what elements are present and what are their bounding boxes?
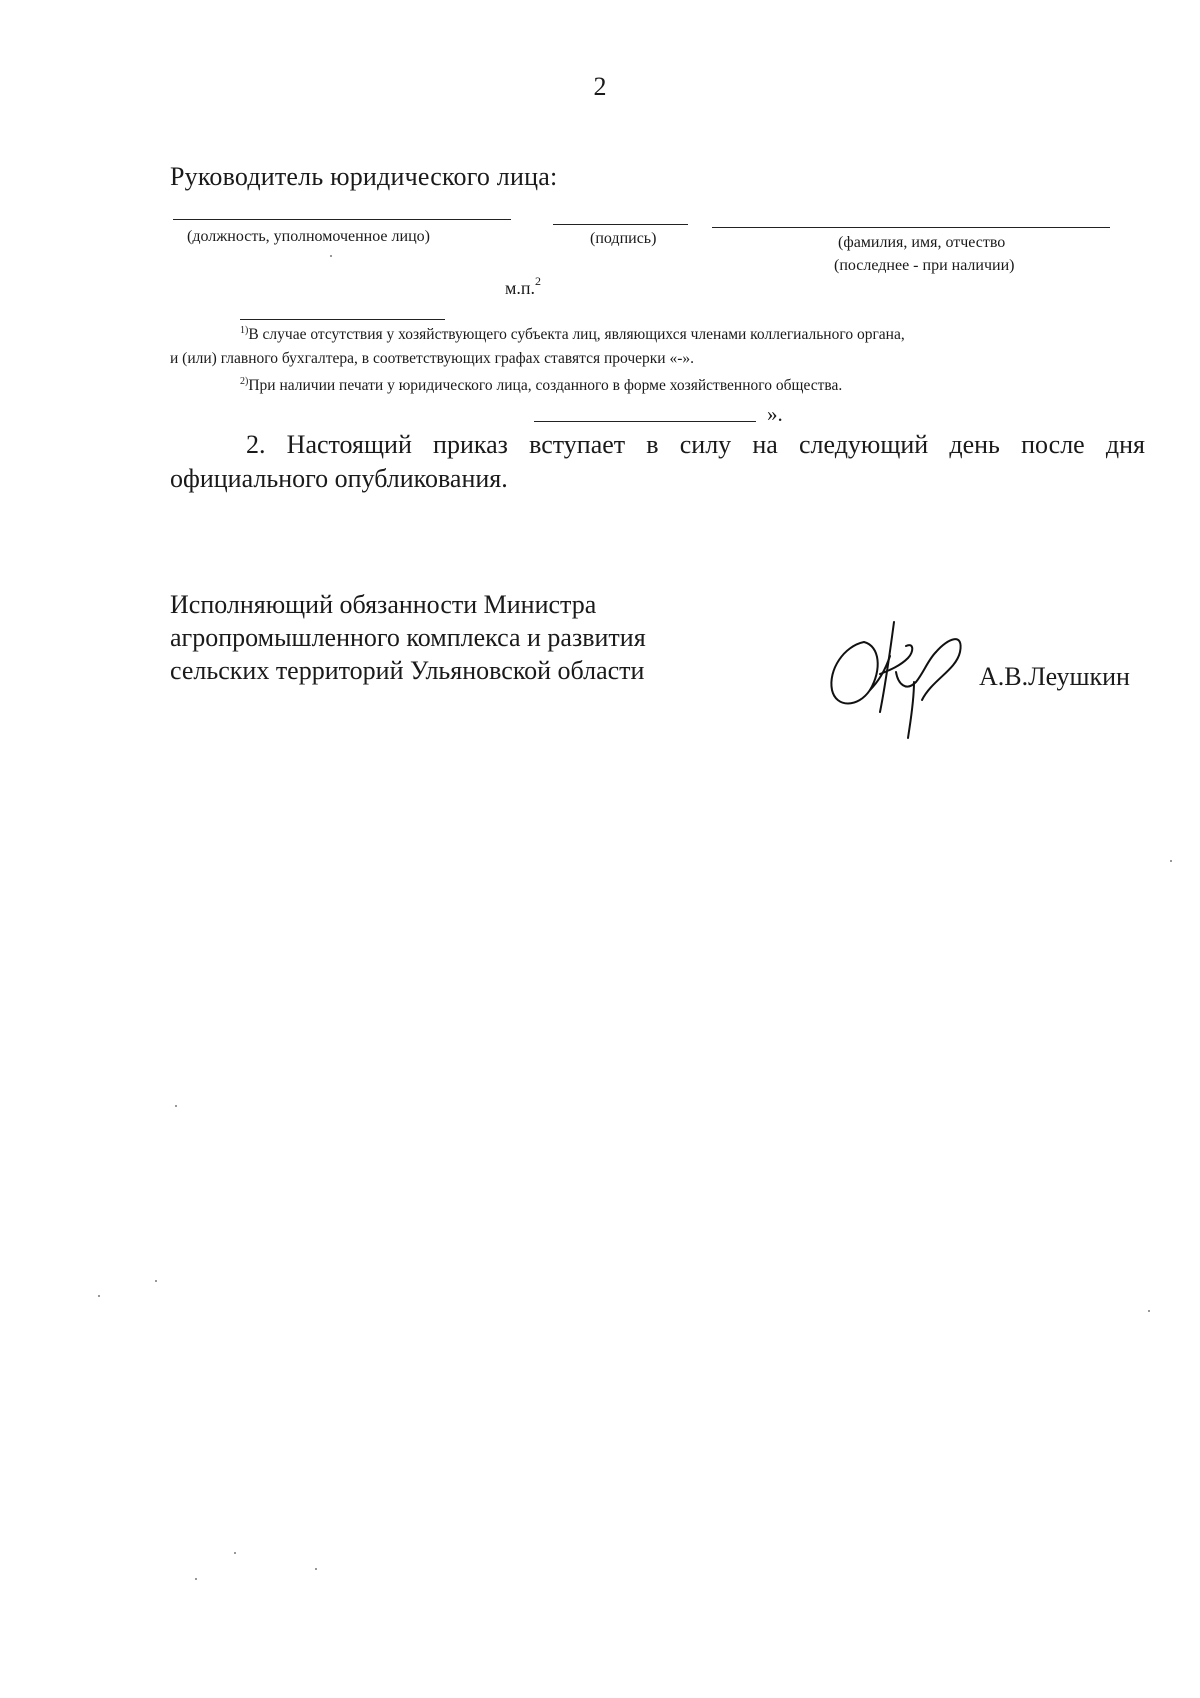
scan-speck bbox=[155, 1280, 157, 1282]
footnote-separator bbox=[240, 319, 445, 320]
section-heading: Руководитель юридического лица: bbox=[170, 162, 558, 191]
seal-label: м.п. bbox=[505, 278, 536, 298]
signatory-title bbox=[170, 588, 646, 687]
scan-speck bbox=[330, 255, 332, 257]
footnote-2: $^{2)}$При наличии печати у юридического лица, созданного в форме хозяйственного общества. bbox=[240, 376, 843, 395]
scan-speck bbox=[315, 1568, 317, 1570]
signatory-title-line1: Исполняющий обязанности Министра bbox=[170, 590, 597, 619]
position-caption: (должность, уполномоченное лицо) bbox=[187, 228, 430, 245]
page-number: 2 bbox=[593, 72, 607, 101]
footnote-1-mark: 1) bbox=[240, 325, 249, 336]
closing-blank-line bbox=[534, 421, 756, 422]
footnote-1-line1: $^{1)}$В случае отсутствия у хозяйствующего субъекта лиц, являющихся членами коллегиального органа, bbox=[240, 325, 905, 344]
closing-quote: ». bbox=[767, 402, 783, 426]
signature-caption: (подпись) bbox=[590, 230, 657, 247]
effective-date-paragraph bbox=[170, 428, 1145, 496]
signature-line bbox=[553, 224, 688, 225]
seal-placeholder bbox=[505, 276, 541, 299]
name-caption-line2: (последнее - при наличии) bbox=[834, 257, 1015, 274]
scan-speck bbox=[98, 1295, 100, 1297]
footnote-1-line2: и (или) главного бухгалтера, в соответствующих графах ставятся прочерки «-». bbox=[170, 350, 695, 367]
signatory-title-line3: сельских территорий Ульяновской области bbox=[170, 656, 645, 685]
scan-speck bbox=[1148, 1310, 1150, 1312]
signatory-name: А.В.Леушкин bbox=[979, 662, 1130, 691]
handwritten-signature bbox=[824, 612, 974, 740]
scan-speck bbox=[1170, 860, 1172, 862]
scan-speck bbox=[234, 1552, 236, 1554]
scan-speck bbox=[195, 1578, 197, 1580]
seal-footnote-ref: 2 bbox=[535, 274, 542, 288]
position-line bbox=[173, 219, 511, 220]
name-caption-line1: (фамилия, имя, отчество bbox=[838, 234, 1006, 251]
name-line bbox=[712, 227, 1110, 228]
signatory-title-line2: агропромышленного комплекса и развития bbox=[170, 623, 646, 652]
paragraph-line2: официального опубликования. bbox=[170, 464, 508, 493]
scan-speck bbox=[175, 1105, 177, 1107]
paragraph-line1: 2. Настоящий приказ вступает в силу на следующий день после дня bbox=[246, 430, 1145, 459]
footnote-2-mark: 2) bbox=[240, 376, 249, 387]
